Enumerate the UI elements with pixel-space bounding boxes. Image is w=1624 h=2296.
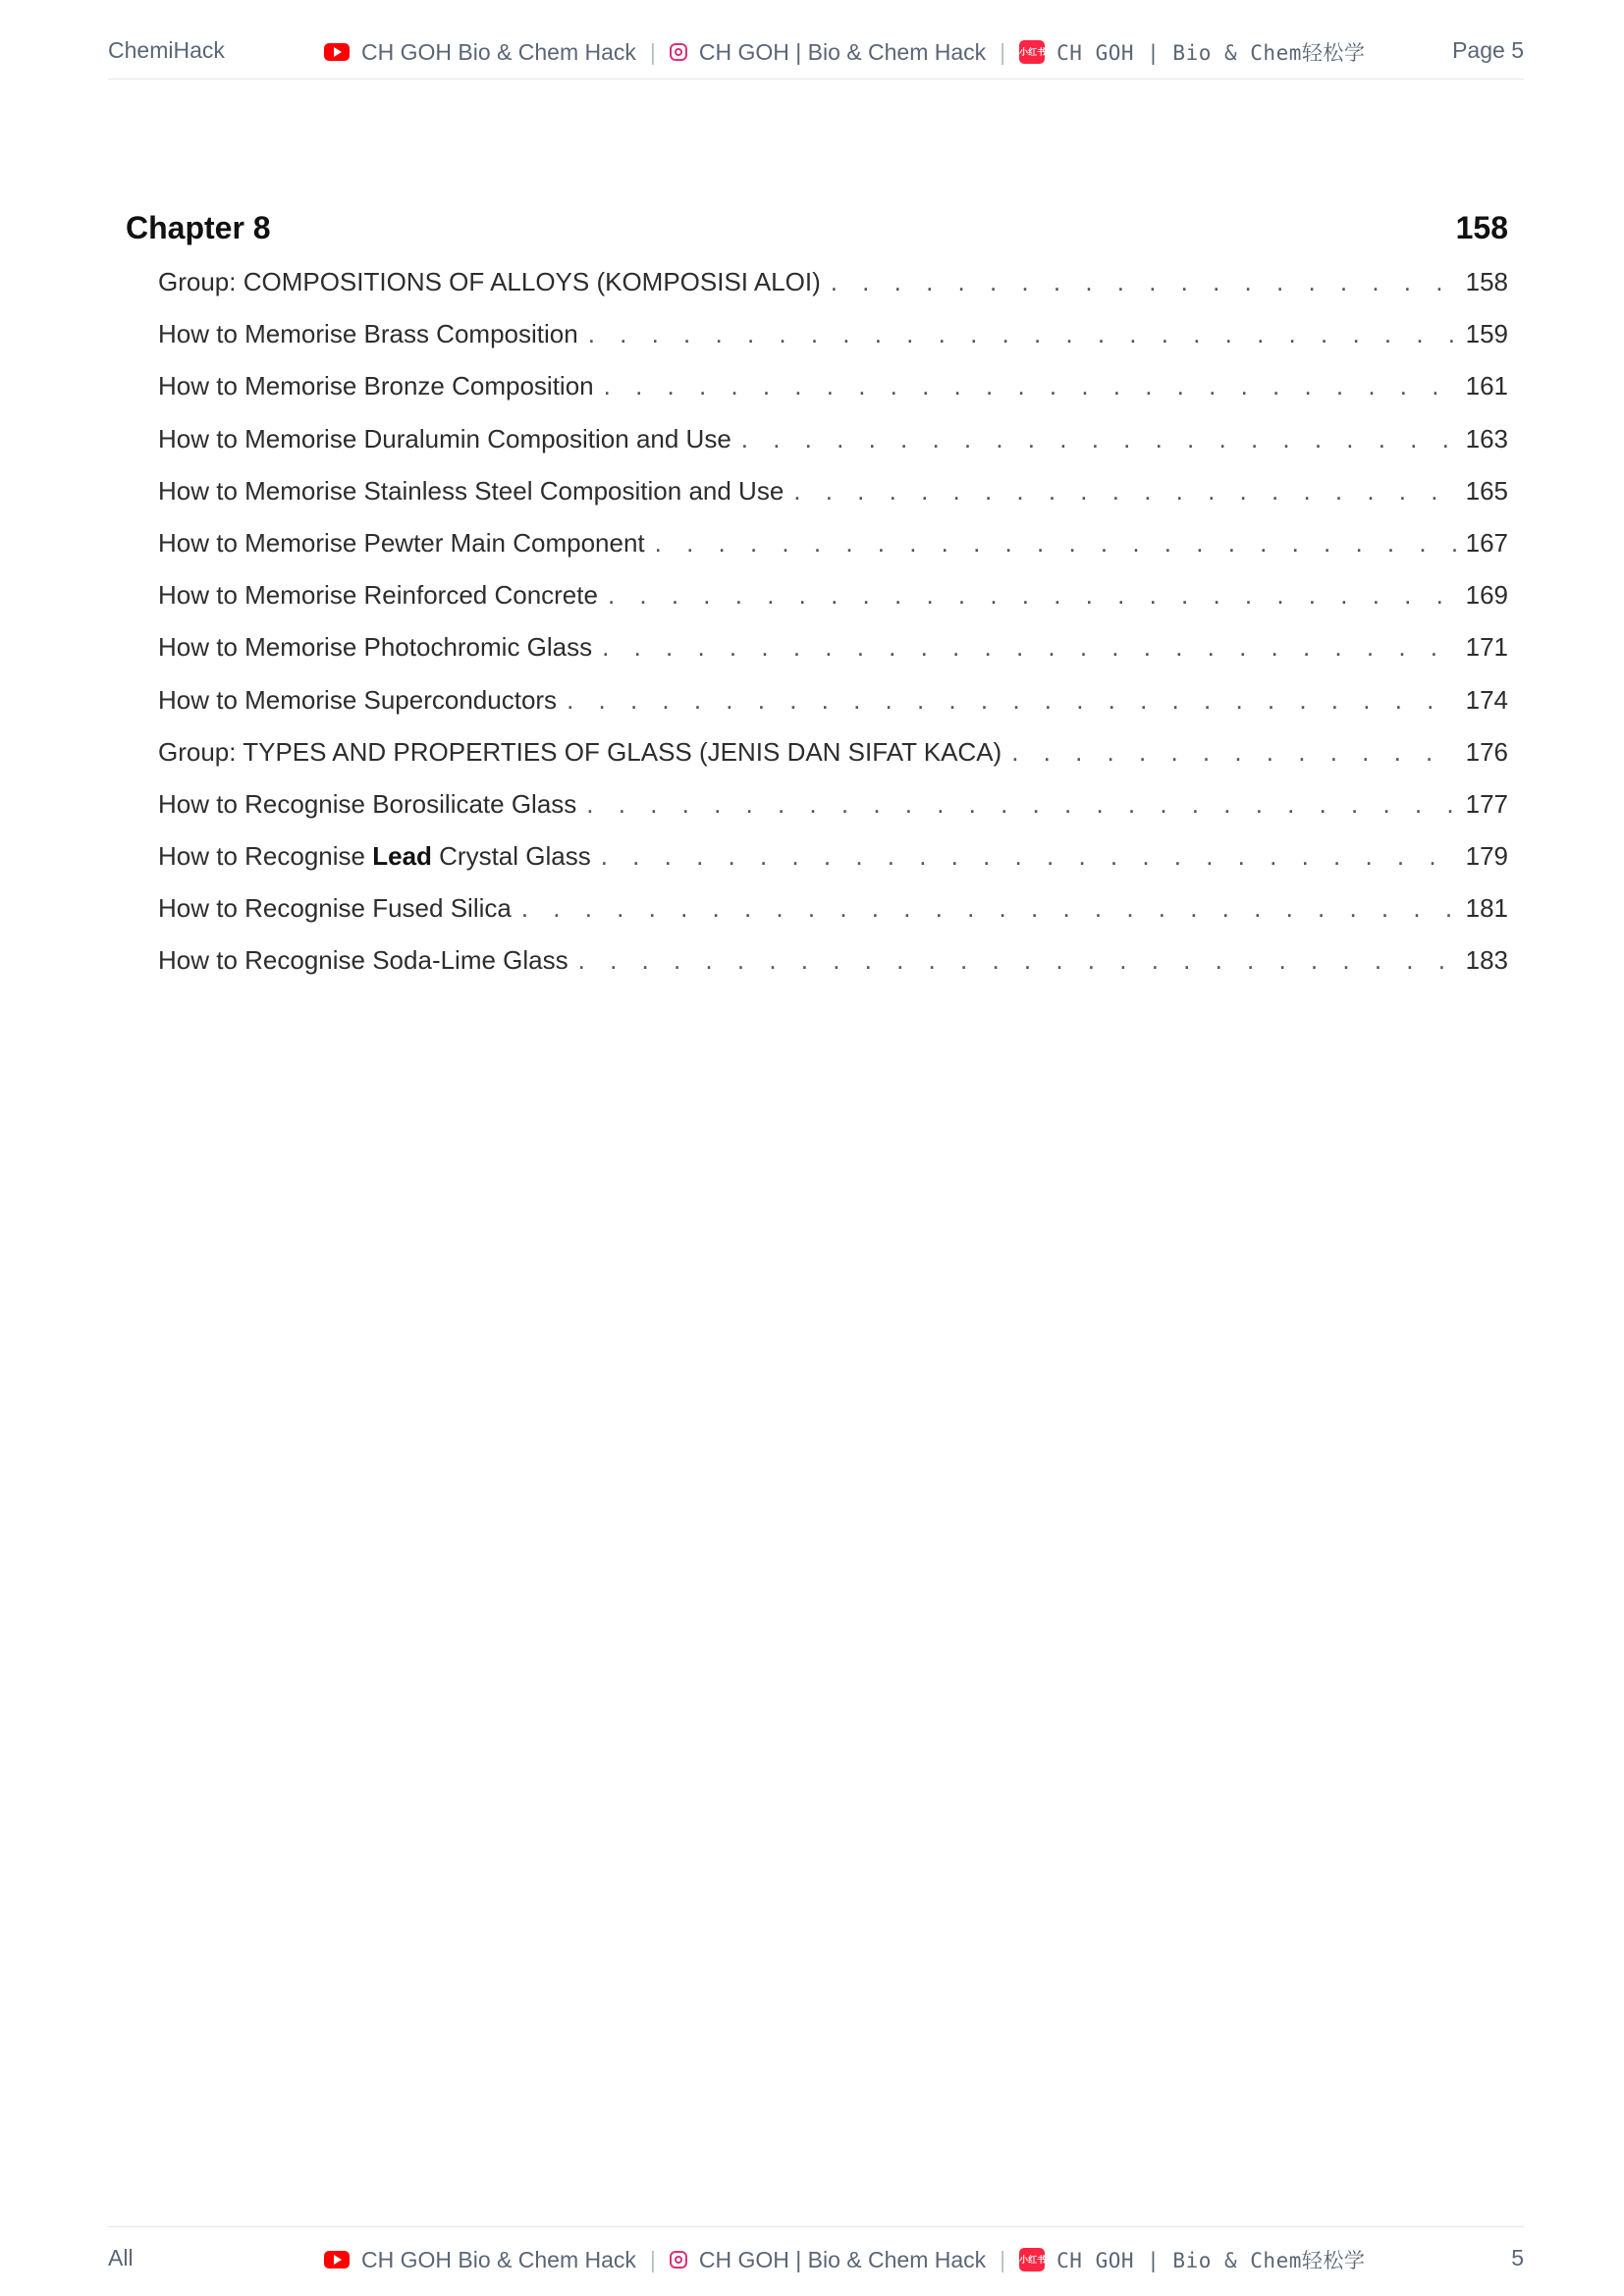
header-social-links — [324, 37, 1365, 67]
toc-entry-page: 183 — [1465, 945, 1508, 976]
toc-entry-title — [158, 308, 588, 360]
toc-entry-title-text: How to Memorise Photochromic Glass — [158, 632, 593, 663]
youtube-icon — [324, 2251, 350, 2269]
toc-entry-title — [158, 413, 741, 465]
toc-entry[interactable] — [158, 621, 1508, 673]
toc-entry-page: 161 — [1465, 371, 1508, 401]
toc-entry[interactable] — [158, 465, 1508, 517]
toc-entry-page: 165 — [1465, 475, 1508, 506]
table-of-contents — [126, 204, 1508, 988]
chapter-heading[interactable] — [126, 204, 1508, 251]
header-youtube-link[interactable]: CH GOH Bio & Chem Hack — [361, 38, 636, 65]
toc-entry[interactable] — [158, 882, 1508, 934]
toc-entry-title-text: How to Memorise Bronze Composition — [158, 371, 594, 401]
toc-entry-title-text: How to Memorise Reinforced Concrete — [158, 580, 598, 611]
toc-entry[interactable] — [158, 778, 1508, 830]
toc-entry[interactable] — [158, 256, 1508, 308]
footer-instagram-link[interactable]: CH GOH | Bio & Chem Hack — [698, 2246, 987, 2272]
toc-entry[interactable] — [158, 934, 1508, 987]
toc-entry-page: 167 — [1465, 527, 1508, 558]
toc-entry-page: 163 — [1465, 423, 1508, 454]
header-separator: | — [1000, 38, 1006, 65]
toc-entry-title — [158, 830, 601, 882]
toc-dot-leader — [831, 256, 1458, 308]
xiaohongshu-icon: 小红书 — [1019, 2248, 1045, 2271]
toc-entry[interactable] — [158, 569, 1508, 621]
toc-dot-leader — [586, 778, 1457, 830]
toc-entry-title — [158, 465, 793, 517]
toc-dot-leader — [793, 465, 1457, 517]
toc-dot-leader — [521, 882, 1458, 934]
toc-entry-page: 169 — [1465, 580, 1508, 611]
toc-dot-leader — [601, 830, 1458, 882]
header-brand: ChemiHack — [108, 37, 225, 63]
footer-separator: | — [649, 2246, 656, 2272]
toc-entry-page: 181 — [1465, 893, 1508, 924]
toc-entry-title-emphasis: Lead — [372, 841, 432, 872]
toc-entry-title-text: Group: COMPOSITIONS OF ALLOYS (KOMPOSISI ALOI) — [158, 267, 821, 296]
toc-entry-page: 179 — [1465, 841, 1508, 872]
toc-entry-page: 176 — [1465, 736, 1508, 767]
header-instagram-link[interactable]: CH GOH | Bio & Chem Hack — [698, 38, 987, 65]
toc-entry-title — [158, 569, 608, 621]
footer-label: All — [108, 2245, 134, 2270]
toc-entry-title-text: How to Memorise Duralumin Composition and Use — [158, 423, 731, 454]
toc-entry-title-text: How to Recognise Soda-Lime Glass — [158, 945, 568, 976]
toc-entry[interactable] — [158, 674, 1508, 726]
page-header — [108, 24, 1524, 80]
toc-entry[interactable] — [158, 726, 1508, 778]
toc-entry-page: 174 — [1465, 684, 1508, 715]
toc-entry-title-text: How to Memorise Superconductors — [158, 684, 558, 715]
toc-dot-leader — [567, 674, 1458, 726]
toc-entry-title — [158, 882, 521, 934]
toc-entry-title-text: How to Recognise Borosilicate Glass — [158, 788, 577, 819]
toc-dot-leader — [588, 308, 1458, 360]
footer-page-number: 5 — [1511, 2245, 1524, 2270]
toc-entry-title — [158, 778, 586, 830]
footer-social-links — [324, 2245, 1365, 2274]
chapter-page: 158 — [1455, 210, 1508, 245]
toc-dot-leader — [608, 569, 1458, 621]
toc-entry[interactable] — [158, 413, 1508, 465]
toc-entry-title — [158, 360, 604, 412]
toc-entry-title — [158, 674, 567, 726]
youtube-icon — [324, 43, 350, 61]
toc-entry-page: 177 — [1465, 788, 1508, 819]
toc-entry-page: 159 — [1465, 319, 1508, 349]
toc-dot-leader — [741, 413, 1458, 465]
toc-entry-title-text: Crystal Glass — [431, 841, 591, 872]
footer-separator: | — [1000, 2246, 1006, 2272]
page-footer — [108, 2226, 1524, 2282]
toc-entry[interactable] — [158, 830, 1508, 882]
header-page-label: Page 5 — [1452, 37, 1524, 63]
toc-entry-title-text: Group: TYPES AND PROPERTIES OF GLASS (JENIS DAN SIFAT KACA) — [158, 736, 1002, 767]
toc-entry-title-text: How to Memorise Stainless Steel Composition and Use — [158, 475, 785, 506]
toc-entry-page: 158 — [1465, 267, 1508, 296]
toc-dot-leader — [655, 517, 1458, 569]
toc-entry-title — [158, 934, 578, 987]
header-separator: | — [649, 38, 656, 65]
toc-dot-leader — [604, 360, 1458, 412]
footer-youtube-link[interactable]: CH GOH Bio & Chem Hack — [361, 2246, 636, 2272]
toc-entry-title-text: How to Recognise — [158, 841, 373, 872]
xiaohongshu-icon: 小红书 — [1019, 40, 1045, 64]
toc-entry-title-text: How to Memorise Pewter Main Component — [158, 527, 645, 558]
toc-entry-title — [158, 517, 655, 569]
chapter-title: Chapter 8 — [126, 210, 271, 245]
toc-entry-page: 171 — [1465, 632, 1508, 663]
toc-entry[interactable] — [158, 360, 1508, 412]
toc-dot-leader — [602, 621, 1457, 673]
instagram-icon — [670, 43, 687, 61]
toc-entry[interactable] — [158, 308, 1508, 360]
toc-entry[interactable] — [158, 517, 1508, 569]
toc-entry-title — [158, 256, 831, 308]
toc-entry-title — [158, 726, 1011, 778]
toc-entries — [126, 256, 1508, 988]
instagram-icon — [670, 2251, 687, 2269]
toc-dot-leader — [578, 934, 1458, 987]
footer-xiaohongshu-link[interactable]: CH GOH | Bio & Chem轻松学 — [1056, 2249, 1366, 2272]
toc-entry-title-text: How to Memorise Brass Composition — [158, 319, 578, 349]
toc-entry-title-text: How to Recognise Fused Silica — [158, 893, 512, 924]
toc-dot-leader — [1011, 726, 1457, 778]
header-xiaohongshu-link[interactable]: CH GOH | Bio & Chem轻松学 — [1056, 41, 1366, 65]
toc-entry-title — [158, 621, 602, 673]
